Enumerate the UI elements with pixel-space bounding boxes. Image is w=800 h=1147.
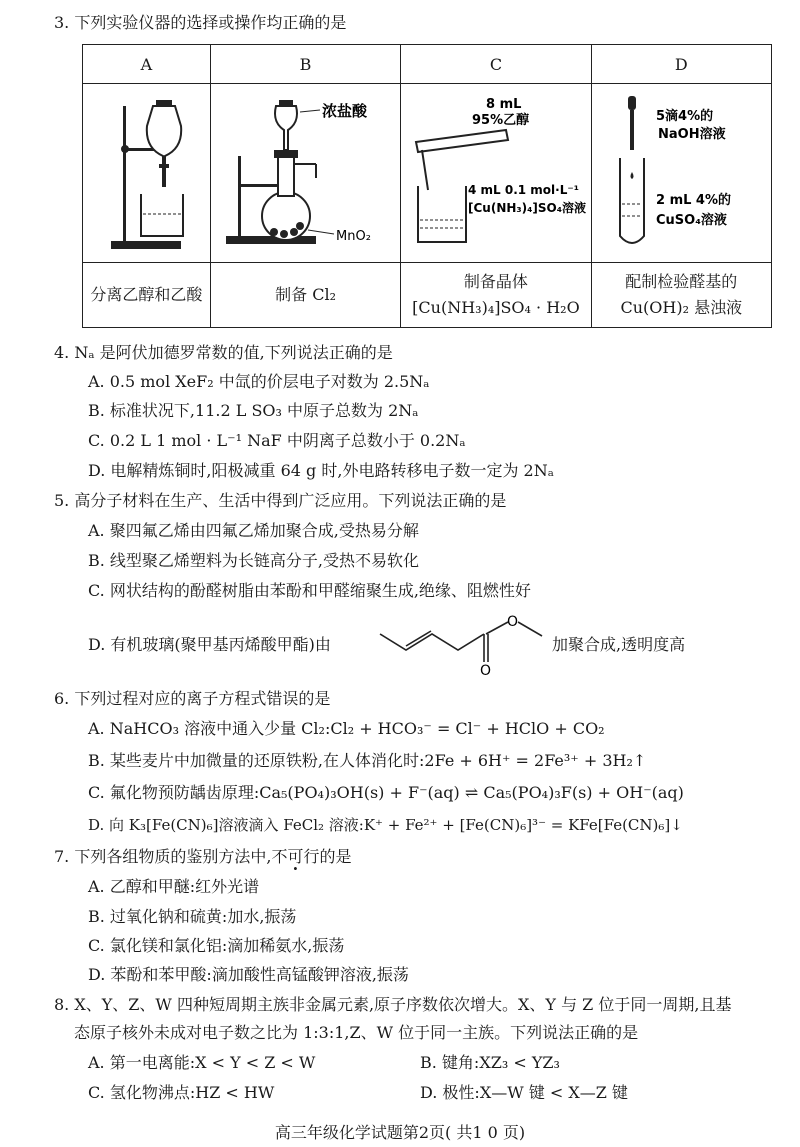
q4-stem: 4. Nₐ 是阿伏加德罗常数的值,下列说法正确的是: [54, 343, 393, 362]
label-2ml: 2 mL 4%的: [656, 193, 732, 208]
col-header-a: A: [83, 45, 211, 84]
test-tube-illustration: [596, 86, 766, 256]
label-ethanol: 95%乙醇: [471, 113, 530, 128]
q5-option-c: C. 网状结构的酚醛树脂由苯酚和甲醛缩聚生成,绝缘、阻燃性好: [88, 581, 531, 600]
label-8ml: 8 mL: [485, 97, 522, 112]
q7-option-a: A. 乙醇和甲醚:红外光谱: [88, 877, 260, 896]
caption-c-line1: 制备晶体: [463, 272, 528, 291]
q4-option-a: A. 0.5 mol XeF₂ 中氙的价层电子对数为 2.5Nₐ: [88, 372, 430, 391]
q7-stem: [54, 846, 774, 868]
q4-option-d: D. 电解精炼铜时,阳极减重 64 g 时,外电路转移电子数一定为 2Nₐ: [88, 461, 554, 480]
q6-option-d: D. 向 K₃[Fe(CN)₆]溶液滴入 FeCl₂ 溶液:K⁺ + Fe²⁺ + [Fe(CN)₆]³⁻ = KFe[Fe(CN)₆]↓: [88, 816, 683, 834]
q7-stem-pre: 7. 下列各组物质的鉴别方法中,: [54, 847, 272, 866]
caption-d-line2: Cu(OH)₂ 悬浊液: [620, 298, 743, 317]
q6-option-a: A. NaHCO₃ 溶液中通入少量 Cl₂:Cl₂ + HCO₃⁻ = Cl⁻ + HClO + CO₂: [88, 719, 605, 738]
q4-option-b: B. 标准状况下,11.2 L SO₃ 中原子总数为 2Nₐ: [88, 401, 419, 420]
label-cu-complex: [Cu(NH₃)₄]SO₄溶液: [467, 201, 586, 215]
q8-stem-line1: 8. X、Y、Z、W 四种短周期主族非金属元素,原子序数依次增大。X、Y 与 Z 位于同一周期,且基: [54, 995, 732, 1014]
caption-d-line1: 配制检验醛基的: [625, 272, 738, 291]
q5-option-d-prefix: D. 有机玻璃(聚甲基丙烯酸甲酯)由: [88, 635, 331, 654]
label-cuso4: CuSO₄溶液: [656, 213, 728, 228]
q7-stem-post: 的是: [319, 847, 352, 866]
crystallization-illustration: [406, 86, 586, 256]
caption-d: [591, 263, 771, 328]
q4-option-c: C. 0.2 L 1 mol · L⁻¹ NaF 中阴离子总数小于 0.2Nₐ: [88, 431, 466, 450]
label-5-drops: 5滴4%的: [656, 109, 714, 124]
q6-option-c: C. 氟化物预防龋齿原理:Ca₅(PO₄)₃OH(s) + F⁻(aq) ⇌ Ca₅(PO₄)₃F(s) + OH⁻(aq): [88, 783, 684, 802]
q8-option-c: C. 氢化物沸点:HZ < HW: [88, 1083, 275, 1102]
caption-b: [210, 263, 400, 328]
separatory-funnel-illustration: [91, 86, 201, 256]
apparatus-b: [210, 84, 400, 263]
q8-option-b: B. 键角:XZ₃ < YZ₃: [420, 1053, 560, 1072]
q5-option-d-suffix: 加聚合成,透明度高: [552, 635, 686, 654]
q7-option-b: B. 过氧化钠和硫黄:加水,振荡: [88, 907, 297, 926]
apparatus-a: [83, 84, 211, 263]
label-naoh: NaOH溶液: [658, 127, 726, 142]
apparatus-c: [401, 84, 591, 263]
label-4ml: 4 mL 0.1 mol·L⁻¹: [467, 183, 579, 197]
q6-option-b: B. 某些麦片中加微量的还原铁粉,在人体消化时:2Fe + 6H⁺ = 2Fe³⁺ + 3H₂↑: [88, 751, 647, 770]
col-header-d: D: [591, 45, 771, 84]
q6-stem: 6. 下列过程对应的离子方程式错误的是: [54, 689, 331, 708]
q8-option-d: D. 极性:X—W 键 < X—Z 键: [420, 1083, 628, 1102]
ester-oxygen-label: O: [507, 614, 519, 630]
q5-stem: 5. 高分子材料在生产、生活中得到广泛应用。下列说法正确的是: [54, 491, 507, 510]
caption-c-line2: [Cu(NH₃)₄]SO₄ · H₂O: [412, 298, 580, 317]
methyl-methacrylate-structure: [376, 612, 546, 676]
col-header-c: C: [401, 45, 591, 84]
q7-option-d: D. 苯酚和苯甲酸:滴加酸性高锰酸钾溶液,振荡: [88, 965, 409, 984]
apparatus-d: [591, 84, 771, 263]
q3-stem: 3. 下列实验仪器的选择或操作均正确的是: [54, 13, 347, 32]
q8-stem-line2: 态原子核外未成对电子数之比为 1:3:1,Z、W 位于同一主族。下列说法正确的是: [74, 1023, 639, 1042]
q5-option-b: B. 线型聚乙烯塑料为长链高分子,受热不易软化: [88, 551, 420, 570]
q7-stem-emphasis: 不可行: [271, 847, 320, 866]
carbonyl-oxygen-label: O: [480, 663, 492, 676]
caption-b-text: 制备 Cl₂: [275, 285, 336, 304]
chlorine-generator-illustration: [216, 86, 396, 256]
caption-a-text: 分离乙醇和乙酸: [90, 285, 203, 304]
page-footer: 高三年级化学试题第2页( 共1 0 页): [274, 1123, 526, 1142]
apparatus-table: [82, 44, 772, 328]
label-mno2: MnO₂: [335, 229, 371, 244]
caption-c: [401, 263, 591, 328]
q5-option-a: A. 聚四氟乙烯由四氟乙烯加聚合成,受热易分解: [88, 521, 419, 540]
col-header-b: B: [210, 45, 400, 84]
caption-a: [83, 263, 211, 328]
label-conc-hcl: 浓盐酸: [321, 102, 367, 120]
q7-option-c: C. 氯化镁和氯化铝:滴加稀氨水,振荡: [88, 936, 345, 955]
q8-option-a: A. 第一电离能:X < Y < Z < W: [88, 1053, 316, 1072]
